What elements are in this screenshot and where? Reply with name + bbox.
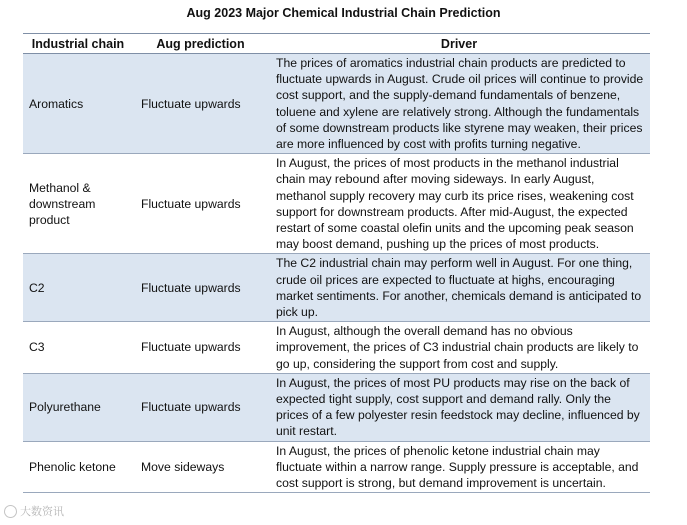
table-title: Aug 2023 Major Chemical Industrial Chain Prediction	[186, 6, 501, 20]
driver-cell: The C2 industrial chain may perform well in August. For one thing, crude oil prices are expected to fluctuate at highs, encouraging market sentiments. For another, chemicals demand is anticipated to pick up.	[268, 254, 650, 322]
header-industrial-chain: Industrial chain	[23, 34, 133, 54]
header-aug-prediction: Aug prediction	[133, 34, 268, 54]
driver-cell: In August, the prices of most products in the methanol industrial chain may rebound after moving sideways. In early August, methanol supply recovery may curb its price rises, weakening cost support for downstream products. After mid-August, the expected restart of some coastal olefin units and the upcoming peak season may boost demand, pushing up the prices of most products.	[268, 154, 650, 254]
prediction-cell: Fluctuate upwards	[133, 254, 268, 322]
header-row	[23, 34, 650, 54]
chain-cell: Polyurethane	[23, 373, 133, 441]
chain-cell: Aromatics	[23, 54, 133, 154]
driver-cell: In August, although the overall demand has no obvious improvement, the prices of C3 industrial chain products are likely to go up, considering the support from cost and supply.	[268, 322, 650, 374]
prediction-cell: Fluctuate upwards	[133, 154, 268, 254]
chain-cell: C2	[23, 254, 133, 322]
chain-cell: Phenolic ketone	[23, 441, 133, 493]
driver-cell: In August, the prices of most PU products may rise on the back of expected tight supply, cost support and demand rally. Only the prices of a few polyester resin feedstock may decline, influenced by unit restart.	[268, 373, 650, 441]
prediction-cell: Fluctuate upwards	[133, 322, 268, 374]
prediction-cell: Fluctuate upwards	[133, 54, 268, 154]
chain-cell: Methanol & downstream product	[23, 154, 133, 254]
table-row	[23, 441, 650, 493]
watermark-text: 大数资讯	[20, 506, 64, 518]
prediction-cell: Fluctuate upwards	[133, 373, 268, 441]
driver-cell: The prices of aromatics industrial chain products are predicted to fluctuate upwards in August. Crude oil prices will continue to provide cost support, and the supply-demand fundamentals of benzene, toluene and xylene are relatively strong. Although the fundamentals of some downstream products like styrene may weaken, their prices are more influenced by cost with profits turning negative.	[268, 54, 650, 154]
watermark-logo-icon	[4, 505, 17, 518]
prediction-cell: Move sideways	[133, 441, 268, 493]
driver-cell: In August, the prices of phenolic ketone industrial chain may fluctuate within a narrow range. Supply pressure is acceptable, and cost support is strong, but demand improvement is uncertain.	[268, 441, 650, 493]
table-row	[23, 54, 650, 154]
table-row	[23, 322, 650, 374]
chain-cell: C3	[23, 322, 133, 374]
table-row	[23, 154, 650, 254]
header-driver: Driver	[268, 34, 650, 54]
table-row	[23, 373, 650, 441]
watermark	[4, 503, 64, 519]
chain-prediction-table	[23, 33, 650, 493]
table-row	[23, 254, 650, 322]
